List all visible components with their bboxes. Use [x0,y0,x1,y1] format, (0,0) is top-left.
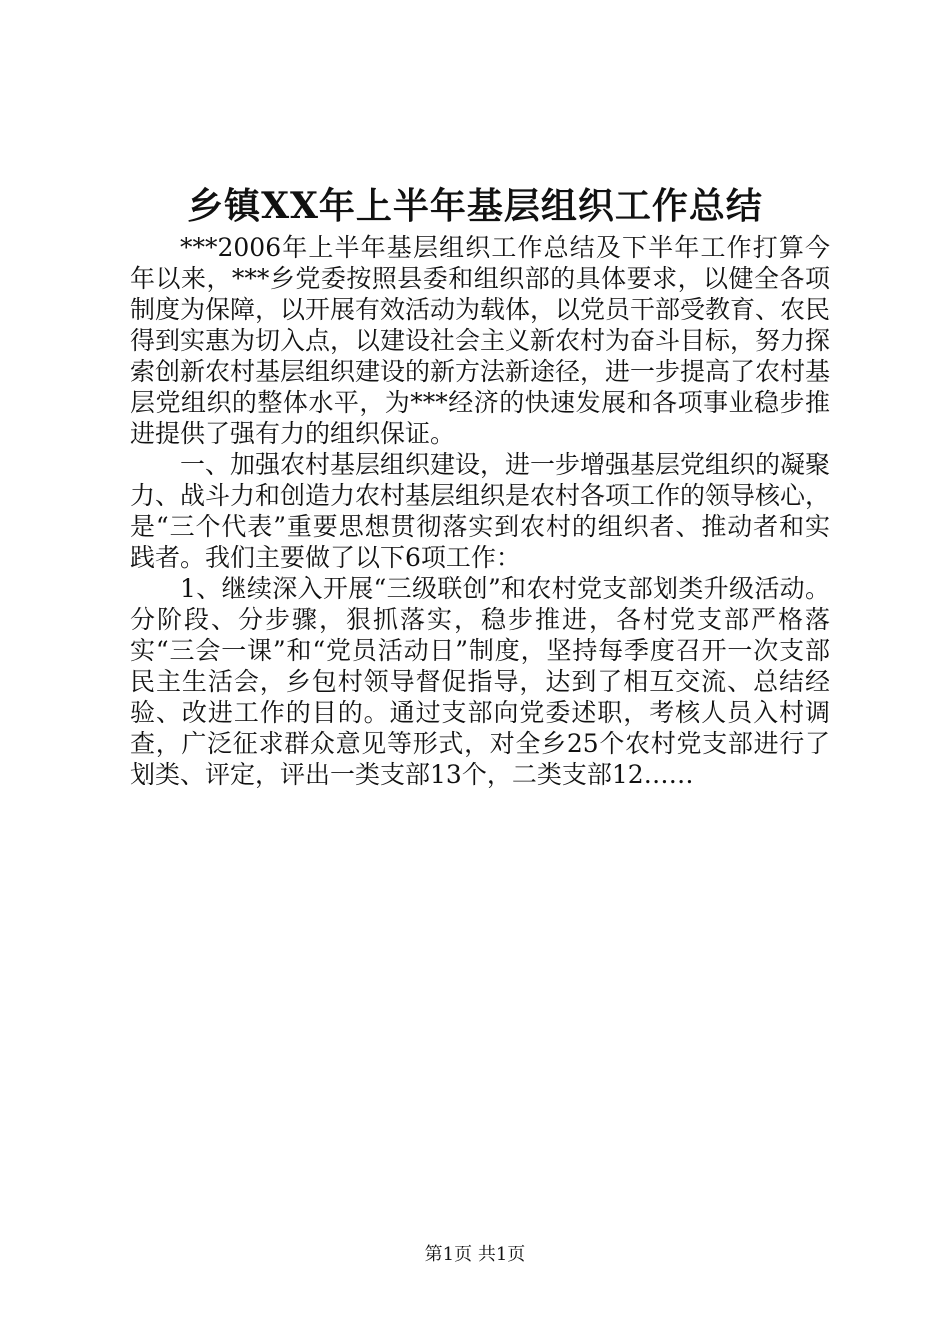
document-body [130,232,830,790]
paragraph-item-one: 1、继续深入开展“三级联创”和农村党支部划类升级活动。分阶段、分步骤，狠抓落实，稳步推进，各村党支部严格落实“三会一课”和“党员活动日”制度，坚持每季度召开一次支部民主生活会，乡包村领导督促指导，达到了相互交流、总结经验、改进工作的目的。通过支部向党委述职，考核人员入村调查，广泛征求群众意见等形式，对全乡25个农村党支部进行了划类、评定，评出一类支部13个，二类支部12…… [130,574,830,789]
paragraph-intro: ***2006年上半年基层组织工作总结及下半年工作打算今年以来，***乡党委按照县委和组织部的具体要求，以健全各项制度为保障，以开展有效活动为载体，以党员干部受教育、农民得到实惠为切入点，以建设社会主义新农村为奋斗目标，努力探索创新农村基层组织建设的新方法新途径，进一步提高了农村基层党组织的整体水平，为***经济的快速发展和各项事业稳步推进提供了强有力的组织保证。 [130,233,831,448]
page-footer: 第1页 共1页 [424,1244,526,1265]
paragraph-section-one: 一、加强农村基层组织建设，进一步增强基层党组织的凝聚力、战斗力和创造力农村基层组织是农村各项工作的领导核心，是“三个代表”重要思想贯彻落实到农村的组织者、推动者和实践者。我们主要做了以下6项工作： [130,450,831,572]
document-title: 乡镇XX年上半年基层组织工作总结 [187,185,763,227]
